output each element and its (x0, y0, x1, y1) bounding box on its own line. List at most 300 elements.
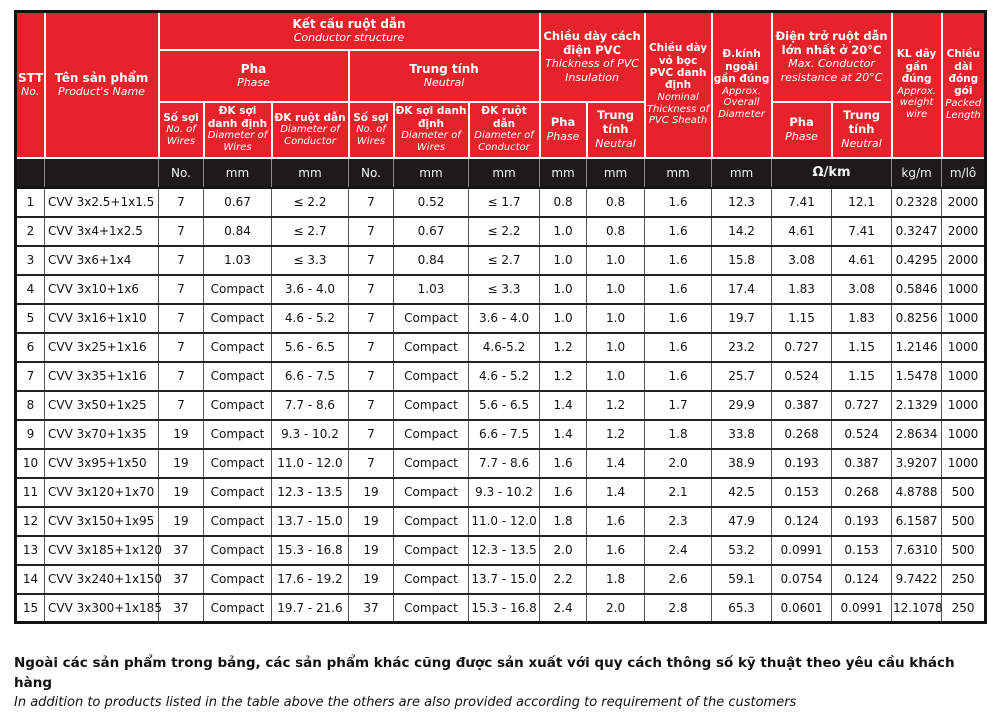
value-cell: 7 (159, 333, 204, 362)
value-cell: 11.0 - 12.0 (272, 449, 349, 478)
row-number-cell: 7 (16, 362, 45, 391)
row-number-cell: 4 (16, 275, 45, 304)
value-cell: 47.9 (712, 507, 772, 536)
product-name-cell: CVV 3x6+1x4 (45, 246, 159, 275)
value-cell: 7.41 (772, 188, 832, 217)
value-cell: 1.8 (645, 420, 712, 449)
value-cell: 19 (159, 449, 204, 478)
value-cell: 0.268 (772, 420, 832, 449)
value-cell: 7 (349, 304, 394, 333)
product-name-cell: CVV 3x16+1x10 (45, 304, 159, 333)
spec-table (14, 10, 987, 624)
product-name-cell: CVV 3x10+1x6 (45, 275, 159, 304)
value-cell: Compact (394, 478, 469, 507)
value-cell: 6.6 - 7.5 (272, 362, 349, 391)
header-phase-wires: Số sợi No. of Wires (159, 102, 204, 158)
value-cell: 15.3 - 16.8 (469, 594, 540, 623)
value-cell: 37 (349, 594, 394, 623)
value-cell: 1.0 (587, 304, 645, 333)
value-cell: 12.1 (832, 188, 892, 217)
value-cell: 6.1587 (892, 507, 942, 536)
value-cell: 19 (349, 565, 394, 594)
value-cell: 12.3 - 13.5 (272, 478, 349, 507)
value-cell: 59.1 (712, 565, 772, 594)
product-name-cell: CVV 3x150+1x95 (45, 507, 159, 536)
value-cell: 0.4295 (892, 246, 942, 275)
value-cell: 4.8788 (892, 478, 942, 507)
header-stt-vi: STT (18, 70, 44, 85)
value-cell: 0.0601 (772, 594, 832, 623)
value-cell: 2.8 (645, 594, 712, 623)
value-cell: 9.3 - 10.2 (469, 478, 540, 507)
header-neutral-dia-wires: ĐK sợi danh định Diameter of Wires (394, 102, 469, 158)
value-cell: 19 (159, 420, 204, 449)
value-cell: 0.727 (832, 391, 892, 420)
value-cell: 0.124 (832, 565, 892, 594)
header-neutral-group: Trung tính Neutral (349, 50, 540, 102)
table-row (16, 217, 986, 246)
value-cell: ≤ 1.7 (469, 188, 540, 217)
value-cell: 4.6 - 5.2 (469, 362, 540, 391)
value-cell: 1.2 (540, 333, 587, 362)
footer-note-en: In addition to products listed in the table above the others are also provided according to requirement of the customers (14, 694, 797, 710)
value-cell: 1.0 (587, 362, 645, 391)
value-cell: 19 (349, 478, 394, 507)
value-cell: 0.268 (832, 478, 892, 507)
units-row (16, 158, 986, 188)
value-cell: 4.61 (772, 217, 832, 246)
value-cell: 0.387 (832, 449, 892, 478)
value-cell: 0.0991 (772, 536, 832, 565)
unit-cell-ohm-per-km: Ω/km (772, 158, 892, 188)
value-cell: 15.3 - 16.8 (272, 536, 349, 565)
table-row (16, 333, 986, 362)
value-cell: 13.7 - 15.0 (272, 507, 349, 536)
value-cell: 1000 (942, 333, 986, 362)
table-row (16, 449, 986, 478)
value-cell: 0.193 (832, 507, 892, 536)
row-number-cell: 8 (16, 391, 45, 420)
value-cell: 11.0 - 12.0 (469, 507, 540, 536)
value-cell: 15.8 (712, 246, 772, 275)
value-cell: 3.9207 (892, 449, 942, 478)
table-row (16, 478, 986, 507)
value-cell: 19.7 (712, 304, 772, 333)
footer-note (14, 653, 989, 712)
unit-cell: No. (159, 158, 204, 188)
value-cell: 2.1 (645, 478, 712, 507)
value-cell: 7 (349, 188, 394, 217)
unit-cell: No. (349, 158, 394, 188)
unit-blank-stt (16, 158, 45, 188)
value-cell: 1.0 (540, 304, 587, 333)
table-row (16, 594, 986, 623)
header-insulation-neutral: Trung tính Neutral (587, 102, 645, 158)
product-name-cell: CVV 3x4+1x2.5 (45, 217, 159, 246)
value-cell: Compact (394, 536, 469, 565)
value-cell: 7 (349, 391, 394, 420)
value-cell: 2.3 (645, 507, 712, 536)
value-cell: 1.03 (394, 275, 469, 304)
value-cell: 29.9 (712, 391, 772, 420)
row-number-cell: 6 (16, 333, 45, 362)
table-row (16, 362, 986, 391)
row-number-cell: 13 (16, 536, 45, 565)
value-cell: 3.6 - 4.0 (469, 304, 540, 333)
value-cell: 1.0 (587, 246, 645, 275)
product-name-cell: CVV 3x95+1x50 (45, 449, 159, 478)
header-phase-dia-wires: ĐK sợi danh định Diameter of Wires (204, 102, 272, 158)
value-cell: 1.6 (645, 333, 712, 362)
value-cell: 0.387 (772, 391, 832, 420)
value-cell: 1.2 (587, 391, 645, 420)
value-cell: Compact (394, 594, 469, 623)
value-cell: Compact (394, 391, 469, 420)
table-header (16, 12, 986, 188)
value-cell: 500 (942, 536, 986, 565)
header-stt (16, 12, 45, 158)
value-cell: 7 (159, 188, 204, 217)
value-cell: 2.4 (540, 594, 587, 623)
value-cell: 0.52 (394, 188, 469, 217)
value-cell: 0.3247 (892, 217, 942, 246)
value-cell: Compact (394, 362, 469, 391)
value-cell: Compact (394, 565, 469, 594)
value-cell: 19 (349, 507, 394, 536)
table-body (16, 188, 986, 623)
table-row (16, 275, 986, 304)
value-cell: 0.84 (394, 246, 469, 275)
value-cell: 0.5846 (892, 275, 942, 304)
value-cell: Compact (204, 275, 272, 304)
value-cell: 53.2 (712, 536, 772, 565)
value-cell: 7 (159, 391, 204, 420)
unit-cell: mm (204, 158, 272, 188)
table-row (16, 507, 986, 536)
value-cell: 2.0 (587, 594, 645, 623)
value-cell: 7 (349, 275, 394, 304)
header-pvc-insulation: Chiều dày cách điện PVC Thickness of PVC Insulation (540, 12, 645, 102)
product-name-cell: CVV 3x35+1x16 (45, 362, 159, 391)
value-cell: 0.0754 (772, 565, 832, 594)
value-cell: 500 (942, 507, 986, 536)
row-number-cell: 15 (16, 594, 45, 623)
value-cell: 7 (159, 217, 204, 246)
unit-blank-product (45, 158, 159, 188)
value-cell: 3.08 (772, 246, 832, 275)
value-cell: ≤ 3.3 (272, 246, 349, 275)
value-cell: 0.67 (394, 217, 469, 246)
value-cell: 7 (349, 420, 394, 449)
value-cell: 1.6 (540, 449, 587, 478)
value-cell: 7 (349, 246, 394, 275)
value-cell: 7 (349, 333, 394, 362)
product-name-cell: CVV 3x185+1x120 (45, 536, 159, 565)
value-cell: 250 (942, 594, 986, 623)
value-cell: 37 (159, 536, 204, 565)
value-cell: 1.4 (540, 391, 587, 420)
value-cell: Compact (394, 333, 469, 362)
value-cell: 38.9 (712, 449, 772, 478)
value-cell: 19 (349, 536, 394, 565)
value-cell: 1.6 (587, 536, 645, 565)
table-row (16, 188, 986, 217)
product-name-cell: CVV 3x2.5+1x1.5 (45, 188, 159, 217)
value-cell: 42.5 (712, 478, 772, 507)
value-cell: Compact (204, 478, 272, 507)
value-cell: 0.8 (587, 188, 645, 217)
header-max-resistance: Điện trở ruột dẫn lớn nhất ở 20°C Max. Conductor resistance at 20°C (772, 12, 892, 102)
table-row (16, 391, 986, 420)
value-cell: 1.0 (587, 333, 645, 362)
value-cell: 1.15 (832, 362, 892, 391)
value-cell: 0.193 (772, 449, 832, 478)
value-cell: 25.7 (712, 362, 772, 391)
value-cell: 2000 (942, 246, 986, 275)
row-number-cell: 14 (16, 565, 45, 594)
header-row-subcolumns (16, 102, 986, 158)
header-phase-group: Pha Phase (159, 50, 349, 102)
value-cell: 0.153 (832, 536, 892, 565)
header-neutral-dia-conductor: ĐK ruột dẫn Diameter of Conductor (469, 102, 540, 158)
value-cell: 3.6 - 4.0 (272, 275, 349, 304)
table-row (16, 246, 986, 275)
value-cell: 12.3 - 13.5 (469, 536, 540, 565)
value-cell: 0.67 (204, 188, 272, 217)
value-cell: 9.7422 (892, 565, 942, 594)
value-cell: 0.8256 (892, 304, 942, 333)
header-approx-weight: KL dây gần đúng Approx. weight wire (892, 12, 942, 158)
value-cell: 1.8 (540, 507, 587, 536)
value-cell: 0.524 (772, 362, 832, 391)
value-cell: 2.0 (645, 449, 712, 478)
value-cell: Compact (204, 362, 272, 391)
unit-cell: mm (394, 158, 469, 188)
header-neutral-wires: Số sợi No. of Wires (349, 102, 394, 158)
value-cell: 3.08 (832, 275, 892, 304)
value-cell: 19 (159, 478, 204, 507)
value-cell: 1.8 (587, 565, 645, 594)
value-cell: 0.0991 (832, 594, 892, 623)
value-cell: 1.15 (832, 333, 892, 362)
footer-note-vi: Ngoài các sản phẩm trong bảng, các sản phẩm khác cũng được sản xuất với quy cách thông số kỹ thuật theo yêu cầu khách hàng (14, 655, 955, 692)
value-cell: 0.2328 (892, 188, 942, 217)
value-cell: 2.4 (645, 536, 712, 565)
value-cell: 1.2146 (892, 333, 942, 362)
value-cell: Compact (394, 304, 469, 333)
row-number-cell: 10 (16, 449, 45, 478)
value-cell: 1.6 (645, 188, 712, 217)
header-pvc-sheath: Chiều dày vỏ bọc PVC danh định Nominal Thickness of PVC Sheath (645, 12, 712, 158)
value-cell: 2000 (942, 217, 986, 246)
value-cell: 1.5478 (892, 362, 942, 391)
value-cell: 500 (942, 478, 986, 507)
product-name-cell: CVV 3x50+1x25 (45, 391, 159, 420)
unit-cell: mm (645, 158, 712, 188)
value-cell: ≤ 2.7 (469, 246, 540, 275)
product-name-cell: CVV 3x70+1x35 (45, 420, 159, 449)
value-cell: 1.2 (540, 362, 587, 391)
value-cell: ≤ 2.2 (272, 188, 349, 217)
value-cell: 65.3 (712, 594, 772, 623)
row-number-cell: 11 (16, 478, 45, 507)
product-name-cell: CVV 3x120+1x70 (45, 478, 159, 507)
table-row (16, 420, 986, 449)
value-cell: 7 (159, 362, 204, 391)
value-cell: 2000 (942, 188, 986, 217)
value-cell: 7.6310 (892, 536, 942, 565)
value-cell: 1.2 (587, 420, 645, 449)
value-cell: Compact (204, 304, 272, 333)
value-cell: 1.0 (540, 275, 587, 304)
value-cell: 250 (942, 565, 986, 594)
value-cell: 1000 (942, 449, 986, 478)
table-row (16, 304, 986, 333)
header-product-name: Tên sản phẩm Product's Name (45, 12, 159, 158)
value-cell: 19.7 - 21.6 (272, 594, 349, 623)
row-number-cell: 9 (16, 420, 45, 449)
value-cell: 5.6 - 6.5 (272, 333, 349, 362)
value-cell: 7 (159, 246, 204, 275)
value-cell: Compact (204, 565, 272, 594)
row-number-cell: 1 (16, 188, 45, 217)
value-cell: 2.0 (540, 536, 587, 565)
value-cell: 7 (159, 275, 204, 304)
value-cell: 1.4 (587, 478, 645, 507)
value-cell: 1.6 (645, 304, 712, 333)
value-cell: 1000 (942, 391, 986, 420)
value-cell: 2.1329 (892, 391, 942, 420)
product-name-cell: CVV 3x240+1x150 (45, 565, 159, 594)
value-cell: 1.7 (645, 391, 712, 420)
value-cell: 37 (159, 565, 204, 594)
row-number-cell: 5 (16, 304, 45, 333)
row-number-cell: 12 (16, 507, 45, 536)
value-cell: 1.03 (204, 246, 272, 275)
value-cell: 2.6 (645, 565, 712, 594)
value-cell: 7 (349, 217, 394, 246)
unit-cell: mm (540, 158, 587, 188)
value-cell: 1.83 (832, 304, 892, 333)
value-cell: 14.2 (712, 217, 772, 246)
value-cell: 12.1078 (892, 594, 942, 623)
value-cell: 1.0 (540, 246, 587, 275)
value-cell: 2.8634 (892, 420, 942, 449)
unit-cell: mm (272, 158, 349, 188)
value-cell: Compact (204, 536, 272, 565)
value-cell: 0.524 (832, 420, 892, 449)
value-cell: 33.8 (712, 420, 772, 449)
value-cell: 7.7 - 8.6 (469, 449, 540, 478)
value-cell: 1.4 (587, 449, 645, 478)
value-cell: 0.8 (587, 217, 645, 246)
value-cell: 1.6 (645, 246, 712, 275)
value-cell: 1.0 (540, 217, 587, 246)
value-cell: Compact (394, 420, 469, 449)
value-cell: 7.7 - 8.6 (272, 391, 349, 420)
value-cell: 1000 (942, 420, 986, 449)
value-cell: 7.41 (832, 217, 892, 246)
value-cell: ≤ 3.3 (469, 275, 540, 304)
value-cell: 6.6 - 7.5 (469, 420, 540, 449)
value-cell: Compact (204, 391, 272, 420)
value-cell: 1.83 (772, 275, 832, 304)
value-cell: 7 (349, 449, 394, 478)
value-cell: 1.0 (587, 275, 645, 304)
value-cell: 12.3 (712, 188, 772, 217)
value-cell: 4.61 (832, 246, 892, 275)
value-cell: 1.6 (645, 362, 712, 391)
row-number-cell: 3 (16, 246, 45, 275)
row-number-cell: 2 (16, 217, 45, 246)
value-cell: 1.6 (587, 507, 645, 536)
header-phase-dia-conductor: ĐK ruột dẫn Diameter of Conductor (272, 102, 349, 158)
value-cell: 17.4 (712, 275, 772, 304)
value-cell: 0.153 (772, 478, 832, 507)
value-cell: 1.15 (772, 304, 832, 333)
value-cell: 17.6 - 19.2 (272, 565, 349, 594)
unit-cell: mm (587, 158, 645, 188)
value-cell: 7 (349, 362, 394, 391)
value-cell: 1000 (942, 275, 986, 304)
value-cell: Compact (204, 507, 272, 536)
value-cell: 2.2 (540, 565, 587, 594)
value-cell: 19 (159, 507, 204, 536)
header-packed-length: Chiều dài đóng gói Packed Length (942, 12, 986, 158)
value-cell: ≤ 2.2 (469, 217, 540, 246)
header-conductor-structure: Kết cấu ruột dẫn Conductor structure (159, 12, 540, 50)
value-cell: Compact (204, 333, 272, 362)
product-name-cell: CVV 3x300+1x185 (45, 594, 159, 623)
header-row-groups (16, 12, 986, 50)
value-cell: 4.6 - 5.2 (272, 304, 349, 333)
unit-cell: m/lô (942, 158, 986, 188)
value-cell: 37 (159, 594, 204, 623)
header-overall-diameter: Đ.kính ngoài gần đúng Approx. Overall Diameter (712, 12, 772, 158)
value-cell: 1000 (942, 304, 986, 333)
header-resistance-neutral: Trung tính Neutral (832, 102, 892, 158)
value-cell: 0.124 (772, 507, 832, 536)
value-cell: 1.4 (540, 420, 587, 449)
value-cell: 23.2 (712, 333, 772, 362)
table-row (16, 536, 986, 565)
unit-cell: kg/m (892, 158, 942, 188)
header-insulation-phase: Pha Phase (540, 102, 587, 158)
value-cell: Compact (204, 420, 272, 449)
value-cell: Compact (204, 594, 272, 623)
header-stt-en: No. (21, 85, 40, 99)
table-row (16, 565, 986, 594)
value-cell: Compact (204, 449, 272, 478)
value-cell: 0.8 (540, 188, 587, 217)
value-cell: 1.6 (645, 217, 712, 246)
header-resistance-phase: Pha Phase (772, 102, 832, 158)
value-cell: Compact (394, 507, 469, 536)
value-cell: 1000 (942, 362, 986, 391)
value-cell: 1.6 (645, 275, 712, 304)
value-cell: 9.3 - 10.2 (272, 420, 349, 449)
unit-cell: mm (469, 158, 540, 188)
value-cell: 13.7 - 15.0 (469, 565, 540, 594)
unit-cell: mm (712, 158, 772, 188)
value-cell: 5.6 - 6.5 (469, 391, 540, 420)
value-cell: 0.727 (772, 333, 832, 362)
value-cell: 1.6 (540, 478, 587, 507)
product-name-cell: CVV 3x25+1x16 (45, 333, 159, 362)
value-cell: Compact (394, 449, 469, 478)
value-cell: 0.84 (204, 217, 272, 246)
value-cell: ≤ 2.7 (272, 217, 349, 246)
